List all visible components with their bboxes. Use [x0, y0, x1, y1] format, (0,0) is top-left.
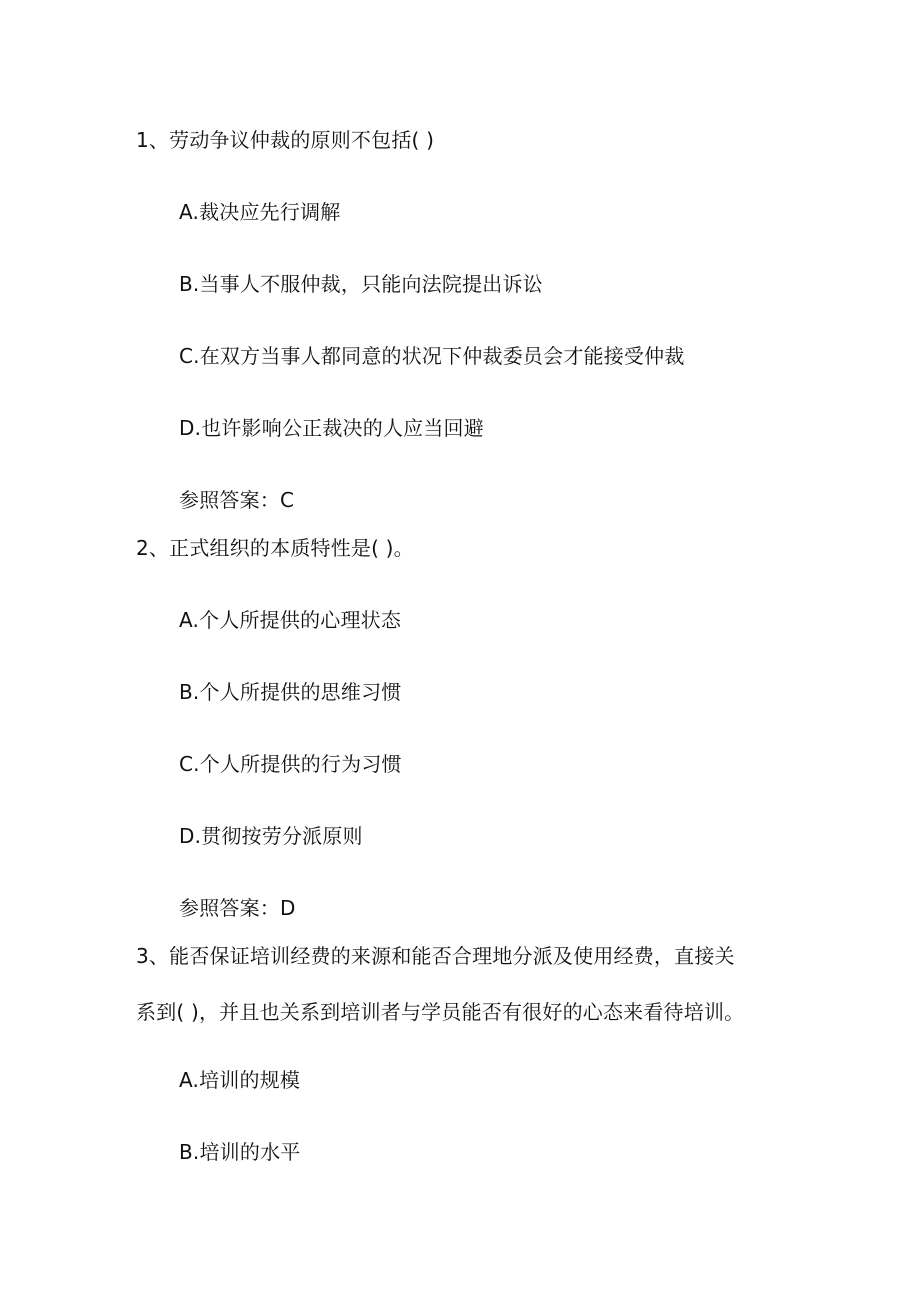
question-1-option-b: B.当事人不服仲裁，只能向法院提出诉讼	[179, 272, 543, 296]
question-2-answer: 参照答案：D	[179, 896, 296, 920]
question-2-option-a: A.个人所提供的心理状态	[179, 608, 402, 632]
question-2-option-d: D.贯彻按劳分派原则	[179, 824, 363, 848]
question-2-stem: 2、正式组织的本质特性是( )。	[136, 536, 414, 560]
question-1-answer: 参照答案：C	[179, 488, 295, 512]
question-3-option-a: A.培训的规模	[179, 1068, 301, 1092]
question-1-option-d: D.也许影响公正裁决的人应当回避	[179, 416, 484, 440]
question-3-stem-line-1: 3、能否保证培训经费的来源和能否合理地分派及使用经费，直接关	[136, 944, 735, 968]
question-2-option-b: B.个人所提供的思维习惯	[179, 680, 402, 704]
question-3-option-b: B.培训的水平	[179, 1140, 301, 1164]
question-1-stem: 1、劳动争议仲裁的原则不包括( )	[136, 128, 435, 152]
question-3-stem-line-2: 系到( )，并且也关系到培训者与学员能否有很好的心态来看待培训。	[136, 1000, 745, 1024]
question-1-option-a: A.裁决应先行调解	[179, 200, 341, 224]
question-2-option-c: C.个人所提供的行为习惯	[179, 752, 402, 776]
question-1-option-c: C.在双方当事人都同意的状况下仲裁委员会才能接受仲裁	[179, 344, 685, 368]
